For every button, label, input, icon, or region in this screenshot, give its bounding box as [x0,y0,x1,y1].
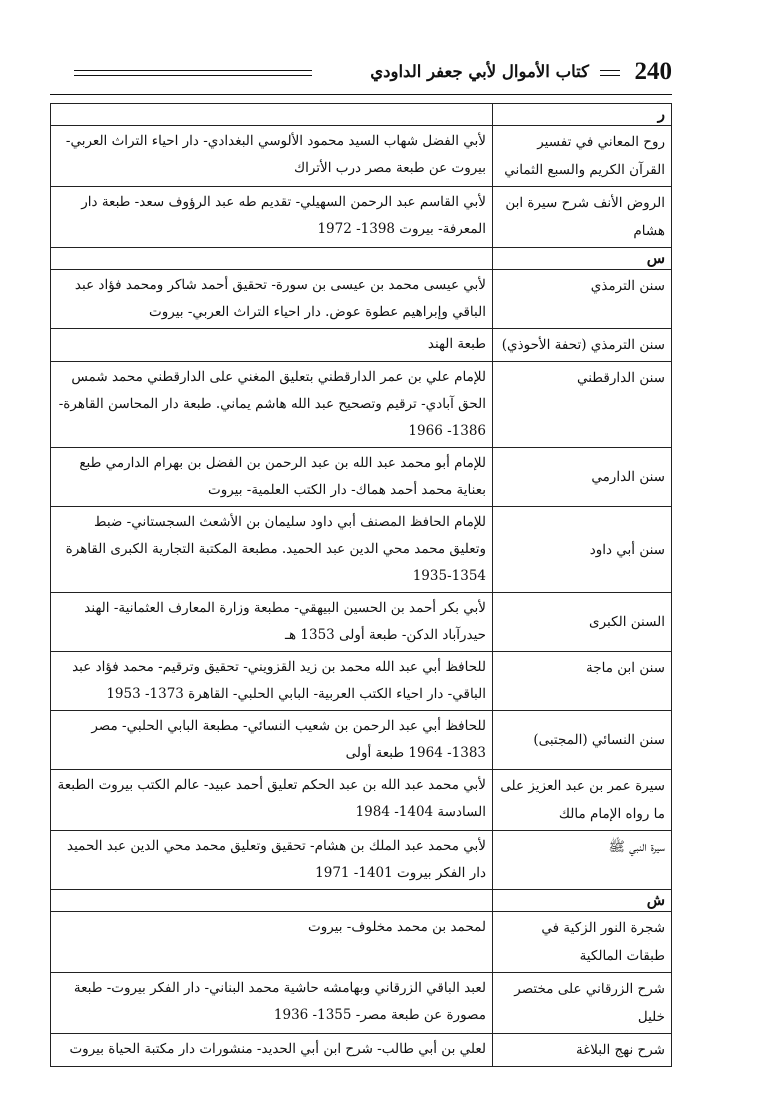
table-row [51,831,672,890]
source-description: لأبي الفضل شهاب السيد محمود الألوسي البغدادي- دار احياء التراث العربي- بيروت عن طبعة مصر درب الأتراك [51,126,493,187]
source-title: شجرة النور الزكية في طبقات المالكية [493,912,672,973]
section-letter: ش [493,890,672,912]
table-row [51,711,672,770]
letter-row [51,104,672,126]
source-description: للإمام أبو محمد عبد الله بن عبد الرحمن بن الفضل بن بهرام الدارمي طبع بعناية محمد أحمد هماك- دار الكتب العلمية- بيروت [51,448,493,507]
table-row [51,912,672,973]
source-description: طبعة الهند [51,329,493,362]
table-row [51,652,672,711]
source-title: سنن الدارقطني [493,362,672,448]
source-title: سيرة النبي ﷺ [493,831,672,890]
source-description: للحافظ أبي عبد الرحمن بن شعيب النسائي- مطبعة البابي الحلبي- مصر 1383- 1964 طبعة أولى [51,711,493,770]
source-description: لمحمد بن محمد مخلوف- بيروت [51,912,493,973]
source-title: السنن الكبرى [493,593,672,652]
source-description: لعلي بن أبي طالب- شرح ابن أبي الحديد- منشورات دار مكتبة الحياة بيروت [51,1034,493,1067]
table-row [51,448,672,507]
bibliography-table [50,103,672,1067]
section-letter: س [493,248,672,270]
page-header [50,58,672,92]
source-title: الروض الأنف شرح سيرة ابن هشام [493,187,672,248]
table-row [51,593,672,652]
header-rule-left [74,70,312,76]
source-description: للإمام علي بن عمر الدارقطني بتعليق المغني على الدارقطني محمد شمس الحق آبادي- ترقيم وتصحيح عبد الله هاشم يماني. طبعة دار المحاسن القاهرة- 1386- 1966 [51,362,493,448]
table-row [51,362,672,448]
source-title: سنن الترمذي [493,270,672,329]
table-row [51,1034,672,1067]
table-row [51,126,672,187]
source-description: للإمام الحافظ المصنف أبي داود سليمان بن الأشعث السجستاني- ضبط وتعليق محمد محي الدين عبد الحميد. مطبعة المكتبة التجارية الكبرى القاهرة 1354-1935 [51,507,493,593]
header-divider [50,94,672,95]
source-title: سنن ابن ماجة [493,652,672,711]
letter-row [51,890,672,912]
section-letter: ر [493,104,672,126]
table-row [51,973,672,1034]
source-title: شرح نهج البلاغة [493,1034,672,1067]
source-title: سنن الترمذي (تحفة الأحوذي) [493,329,672,362]
source-title: سنن أبي داود [493,507,672,593]
section-letter-blank [51,248,493,270]
table-row [51,187,672,248]
source-description: لعبد الباقي الزرقاني وبهامشه حاشية محمد البناني- دار الفكر بيروت- طبعة مصورة عن طبعة مصر- 1355- 1936 [51,973,493,1034]
source-description: لأبي القاسم عبد الرحمن السهيلي- تقديم طه عبد الرؤوف سعد- طبعة دار المعرفة- بيروت 1398- 1972 [51,187,493,248]
letter-row [51,248,672,270]
source-title: سنن الدارمي [493,448,672,507]
table-row [51,507,672,593]
table-row [51,329,672,362]
section-letter-blank [51,890,493,912]
source-description: للحافظ أبي عبد الله محمد بن زيد القزويني- تحقيق وترقيم- محمد فؤاد عبد الباقي- دار احياء الكتب العربية- البابي الحلبي- القاهرة 1373- 1953 [51,652,493,711]
source-description: لأبي عيسى محمد بن عيسى بن سورة- تحقيق أحمد شاكر ومحمد فؤاد عبد الباقي وإبراهيم عطوة عوض. دار احياء التراث العربي- بيروت [51,270,493,329]
page-number: 240 [634,58,672,85]
header-rule-right [600,70,620,76]
section-letter-blank [51,104,493,126]
source-description: لأبي محمد عبد الملك بن هشام- تحقيق وتعليق محمد محي الدين عبد الحميد دار الفكر بيروت 1401- 1971 [51,831,493,890]
source-title: سيرة عمر بن عبد العزيز على ما رواه الإمام مالك [493,770,672,831]
table-row [51,770,672,831]
source-title: روح المعاني في تفسير القرآن الكريم والسبع الثماني [493,126,672,187]
table-row [51,270,672,329]
source-description: لأبي محمد عبد الله بن عبد الحكم تعليق أحمد عبيد- عالم الكتب بيروت الطبعة السادسة 1404- 1984 [51,770,493,831]
source-description: لأبي بكر أحمد بن الحسين البيهقي- مطبعة وزارة المعارف العثمانية- الهند حيدرآباد الدكن- طبعة أولى 1353 هـ [51,593,493,652]
source-title: سنن النسائي (المجتبى) [493,711,672,770]
source-title: شرح الزرقاني على مختصر خليل [493,973,672,1034]
book-title: كتاب الأموال لأبي جعفر الداودي [370,62,589,81]
